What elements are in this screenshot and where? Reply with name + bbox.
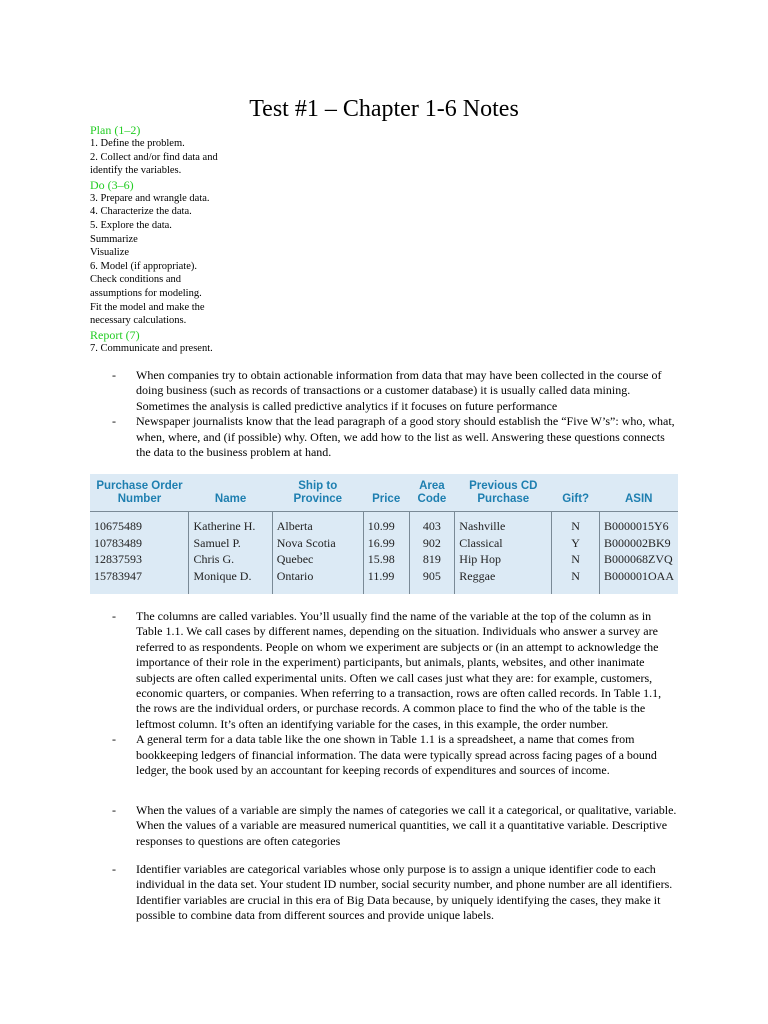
table-cell: Alberta xyxy=(272,512,363,535)
step-line: necessary calculations. xyxy=(90,315,187,327)
step-line: Summarize xyxy=(90,233,138,245)
data-table-figure xyxy=(90,474,678,594)
table-cell: 10.99 xyxy=(363,512,409,535)
column-header: Purchase Order Number xyxy=(90,474,189,512)
dash-marker: - xyxy=(112,803,116,817)
table-cell: 15783947 xyxy=(94,568,142,583)
bullet-list-identifier xyxy=(112,862,677,924)
list-item xyxy=(112,414,677,460)
step-line: 6. Model (if appropriate). xyxy=(90,260,198,272)
list-item xyxy=(112,803,677,849)
table-cell: Ontario xyxy=(272,568,363,595)
plan-header: Plan (1–2) xyxy=(90,123,141,137)
table-cell: 11.99 xyxy=(363,568,409,595)
table-row xyxy=(90,568,678,595)
table-cell: Nova Scotia xyxy=(272,535,363,552)
table-cell: N xyxy=(552,551,600,568)
bullet-text: When companies try to obtain actionable information from data that may have been collected in the course of doing business (such as records of transactions or a customer database) it is usually called data mining. Sometimes the analysis is called predictive analytics if it focuses on future performance xyxy=(136,368,662,413)
step-line: 2. Collect and/or find data and xyxy=(90,151,218,163)
table-cell: Quebec xyxy=(272,551,363,568)
table-cell: B000001OAA xyxy=(599,568,678,595)
table-cell: Reggae xyxy=(455,568,552,595)
bullet-text: Newspaper journalists know that the lead paragraph of a good story should establish the “Five W’s”: who, what, when, where, and (if possible) why. Often, we add how to the list as well. Answering these questions connects the data to the business problem at hand. xyxy=(136,414,675,460)
table-cell: Hip Hop xyxy=(455,551,552,568)
table-cell: Classical xyxy=(455,535,552,552)
step-line: 5. Explore the data. xyxy=(90,219,172,231)
bullet-text: A general term for a data table like the one shown in Table 1.1 is a spreadsheet, a name that comes from bookkeeping ledgers of financial information. The data were typically spread across facing pages of a bound ledger, the book used by an accountant for keeping records of expenditures and sources of income. xyxy=(136,732,657,778)
dash-marker: - xyxy=(112,862,116,876)
bullet-list-categorical xyxy=(112,803,677,849)
table-cell: 15.98 xyxy=(363,551,409,568)
step-line: 3. Prepare and wrangle data. xyxy=(90,192,210,204)
process-steps xyxy=(90,123,240,355)
column-header: Ship to Province xyxy=(272,474,363,512)
table-cell: Monique D. xyxy=(189,568,272,595)
table-cell: N xyxy=(552,568,600,595)
table-cell: 12837593 xyxy=(94,552,142,566)
report-header: Report (7) xyxy=(90,327,140,342)
table-cell: 16.99 xyxy=(363,535,409,552)
column-header: Area Code xyxy=(409,474,455,512)
column-header: ASIN xyxy=(599,474,678,512)
table-cell: B0000015Y6 xyxy=(599,512,678,535)
table-cell: B000068ZVQ xyxy=(599,551,678,568)
table-row xyxy=(90,551,678,568)
data-table xyxy=(90,474,678,594)
table-cell: N xyxy=(552,512,600,535)
table-cell: Nashville xyxy=(455,512,552,535)
bullet-text: The columns are called variables. You’ll usually find the name of the variable at the top of the column as in Table 1.1. We call cases by different names, depending on the situation. Individuals who answer a survey are referred to as respondents. People on whom we experiment are subjects or (in an attempt to acknowledge the importance of their role in the experiment) participants, but animals, plants, websites, and other inanimate subjects are often called experimental units. Often we call cases just what they are: for example, customers, economic quarters, or companies. When referring to a transaction, rows are often called records. In Table 1.1, the rows are the individual orders, or purchase records. A common place to find the who of the table is the leftmost column. It’s often an identifying variable for the cases, in this example, the order number. xyxy=(136,609,662,731)
table-cell: 902 xyxy=(409,535,455,552)
dash-marker: - xyxy=(112,368,116,382)
page-title: Test #1 – Chapter 1-6 Notes xyxy=(249,96,519,122)
dash-marker: - xyxy=(112,609,116,623)
table-cell: 10675489 xyxy=(94,519,142,533)
table-cell: Chris G. xyxy=(189,551,272,568)
table-cell: B000002BK9 xyxy=(599,535,678,552)
step-line: Check conditions and xyxy=(90,274,181,286)
step-line: assumptions for modeling. xyxy=(90,287,202,299)
column-header: Name xyxy=(189,474,272,512)
dash-marker: - xyxy=(112,732,116,747)
bullet-text: Identifier variables are categorical variables whose only purpose is to assign a unique identifier code to each individual in the data set. Your student ID number, social security number, and phone number are all identifiers. Identifier variables are crucial in this era of Big Data because, by uniquely identifying the cases, they make it possible to combine data from different sources and provide unique labels. xyxy=(136,862,673,923)
step-line: identify the variables. xyxy=(90,165,182,177)
step-line: 7. Communicate and present. xyxy=(90,342,213,354)
table-cell: 403 xyxy=(409,512,455,535)
do-header: Do (3–6) xyxy=(90,177,134,192)
column-header: Previous CD Purchase xyxy=(455,474,552,512)
list-item xyxy=(112,862,677,924)
list-item xyxy=(112,732,677,778)
table-header-row xyxy=(90,474,678,512)
list-item xyxy=(112,368,677,414)
table-cell: Samuel P. xyxy=(189,535,272,552)
step-line: Fit the model and make the xyxy=(90,301,205,313)
bullet-text: When the values of a variable are simply the names of categories we call it a categorical, or qualitative, variable. When the values of a variable are measured numerical quantities, we call it a quantitative variable. Descriptive responses to questions are often categories xyxy=(136,803,677,848)
list-item xyxy=(112,609,677,732)
table-cell: 905 xyxy=(409,568,455,595)
dash-marker: - xyxy=(112,414,116,429)
step-line: 1. Define the problem. xyxy=(90,138,185,149)
column-header: Gift? xyxy=(552,474,600,512)
table-cell: 10783489 xyxy=(94,535,142,550)
table-cell: Katherine H. xyxy=(189,512,272,535)
bullet-list-top xyxy=(112,368,677,460)
bullet-list-mid xyxy=(112,609,677,778)
step-line: Visualize xyxy=(90,247,130,259)
table-row xyxy=(90,535,678,552)
table-cell: 819 xyxy=(409,551,455,568)
column-header: Price xyxy=(363,474,409,512)
step-line: 4. Characterize the data. xyxy=(90,206,192,218)
table-row xyxy=(90,512,678,535)
table-cell: Y xyxy=(552,535,600,552)
